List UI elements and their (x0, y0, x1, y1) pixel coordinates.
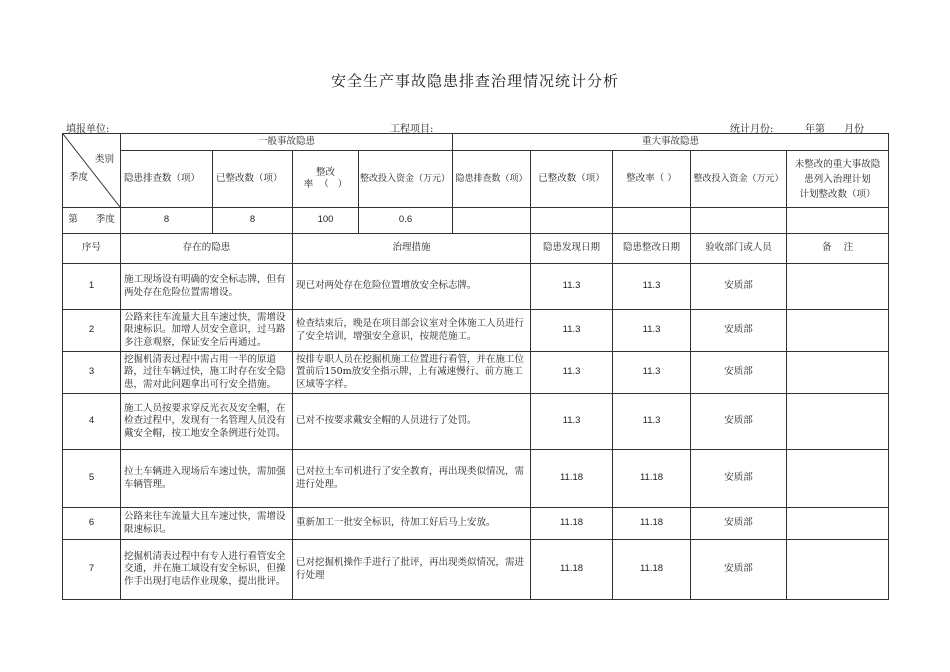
row-dept: 安质部 (691, 264, 787, 310)
row-remark (787, 450, 889, 508)
unresolved-line2: 患列入治理计划 (804, 173, 871, 185)
row-remark (787, 264, 889, 310)
row-remark (787, 310, 889, 352)
row-fixed-date: 11.3 (613, 352, 691, 394)
row-measure: 检查结束后，晚是在项目部会议室对全体施工人员进行了安全培训，增强安全意识，按规范施工。 (293, 310, 531, 352)
summary-major-funds (691, 208, 787, 234)
row-hazard: 施工人员按要求穿反光衣及安全帽，在检查过程中，发现有一名管理人员没有戴安全帽，按工地安全条例进行处罚。 (121, 394, 293, 450)
row-remark (787, 352, 889, 394)
detail-header-row (63, 234, 889, 264)
row-hazard: 公路来往车流量大且车速过快，需增设限速标识。 (121, 508, 293, 540)
table-row (63, 508, 889, 540)
row-remark (787, 394, 889, 450)
row-fixed-date: 11.3 (613, 310, 691, 352)
table-row (63, 310, 889, 352)
summary-general-fixed: 8 (213, 208, 293, 234)
unresolved-line3: 计划整改数（项） (799, 188, 876, 200)
col-serial-header: 序号 (63, 234, 121, 264)
row-dept: 安质部 (691, 352, 787, 394)
hazard-statistics-table (62, 133, 889, 600)
month-value: 年第 月份 (805, 124, 865, 135)
project-label: 工程项目: (390, 124, 434, 135)
row-measure: 已对挖掘机操作手进行了批评，再出现类似情况，需进行处理 (293, 540, 531, 600)
row-found-date: 11.3 (531, 310, 613, 352)
row-fixed-date: 11.3 (613, 264, 691, 310)
general-rate-line2: 率 （ ） (303, 179, 348, 190)
row-dept: 安质部 (691, 310, 787, 352)
row-measure: 已对不按要求戴安全帽的人员进行了处罚。 (293, 394, 531, 450)
major-rate-header: 整改率（ ） (613, 151, 691, 208)
category-season-header (63, 134, 121, 208)
summary-unresolved (787, 208, 889, 234)
row-fixed-date: 11.18 (613, 540, 691, 600)
page-title: 安全生产事故隐患排查治理情况统计分析 (330, 72, 619, 90)
row-measure: 已对拉土车司机进行了安全教育，再出现类似情况，需进行处理。 (293, 450, 531, 508)
major-hazard-group-header: 重大事故隐患 (453, 134, 889, 151)
major-funds-header: 整改投入资金（万元） (691, 151, 787, 208)
general-rate-header (293, 151, 359, 208)
season-label: 季度 (69, 172, 89, 183)
general-found-header: 隐患排查数（项） (121, 151, 213, 208)
col-remark-header: 备 注 (787, 234, 889, 264)
row-remark (787, 540, 889, 600)
unit-label: 填报单位: (66, 124, 110, 135)
table-row (63, 450, 889, 508)
unresolved-major-header (787, 151, 889, 208)
major-fixed-header: 已整改数（项） (531, 151, 613, 208)
summary-general-funds: 0.6 (359, 208, 453, 234)
row-hazard: 挖掘机清表过程中需占用一半的原道路，过往车辆过快，施工时存在安全隐患，需对此问题拿出可行安全措施。 (121, 352, 293, 394)
row-fixed-date: 11.18 (613, 508, 691, 540)
row-found-date: 11.18 (531, 508, 613, 540)
row-measure: 重新加工一批安全标识，待加工好后马上安放。 (293, 508, 531, 540)
summary-row (63, 208, 889, 234)
col-measure-header: 治理措施 (293, 234, 531, 264)
col-fixed-date-header: 隐患整改日期 (613, 234, 691, 264)
summary-general-found: 8 (121, 208, 213, 234)
row-serial: 4 (63, 394, 121, 450)
row-measure: 现已对两处存在危险位置增放安全标志牌。 (293, 264, 531, 310)
row-fixed-date: 11.18 (613, 450, 691, 508)
unresolved-line1: 未整改的重大事故隐 (794, 158, 881, 170)
summary-season-label: 第 季度 (63, 208, 121, 234)
table-row (63, 264, 889, 310)
summary-general-rate: 100 (293, 208, 359, 234)
general-fixed-header: 已整改数（项） (213, 151, 293, 208)
general-funds-header: 整改投入资金（万元） (359, 151, 453, 208)
general-rate-line1: 整改 (315, 166, 335, 178)
row-found-date: 11.18 (531, 450, 613, 508)
row-serial: 3 (63, 352, 121, 394)
row-fixed-date: 11.3 (613, 394, 691, 450)
col-dept-header: 验收部门或人员 (691, 234, 787, 264)
col-hazard-header: 存在的隐患 (121, 234, 293, 264)
summary-major-fixed (531, 208, 613, 234)
row-dept: 安质部 (691, 394, 787, 450)
table-row (63, 540, 889, 600)
row-remark (787, 508, 889, 540)
row-dept: 安质部 (691, 450, 787, 508)
row-serial: 6 (63, 508, 121, 540)
table-row (63, 394, 889, 450)
summary-major-rate (613, 208, 691, 234)
row-found-date: 11.3 (531, 394, 613, 450)
general-hazard-group-header: 一般事故隐患 (121, 134, 453, 151)
row-measure: 按排专职人员在挖掘机施工位置进行看管，并在施工位置前后150m放安全指示牌，上有减速慢行、前方施工区域等字样。 (293, 352, 531, 394)
row-hazard: 拉土车辆进入现场后车速过快，需加强车辆管理。 (121, 450, 293, 508)
row-found-date: 11.18 (531, 540, 613, 600)
row-serial: 7 (63, 540, 121, 600)
row-dept: 安质部 (691, 508, 787, 540)
row-hazard: 公路来往车流量大且车速过快，需增设限速标识。加增人员安全意识，过马路多注意观察，保证安全后再通过。 (121, 310, 293, 352)
summary-major-found (453, 208, 531, 234)
row-serial: 1 (63, 264, 121, 310)
row-hazard: 挖掘机清表过程中有专人进行看管安全交通，并在施工域设有安全标识，但操作手出现打电话作业现象，提出批评。 (121, 540, 293, 600)
row-found-date: 11.3 (531, 352, 613, 394)
row-serial: 5 (63, 450, 121, 508)
row-dept: 安质部 (691, 540, 787, 600)
row-hazard: 施工现场设有明确的安全标志牌，但有两处存在危险位置需增设。 (121, 264, 293, 310)
month-label: 统计月份: (730, 124, 774, 135)
diagonal-divider (63, 134, 120, 207)
row-serial: 2 (63, 310, 121, 352)
col-found-date-header: 隐患发现日期 (531, 234, 613, 264)
table-row (63, 352, 889, 394)
major-found-header: 隐患排查数（项） (453, 151, 531, 208)
row-found-date: 11.3 (531, 264, 613, 310)
category-label: 类别 (94, 154, 114, 165)
